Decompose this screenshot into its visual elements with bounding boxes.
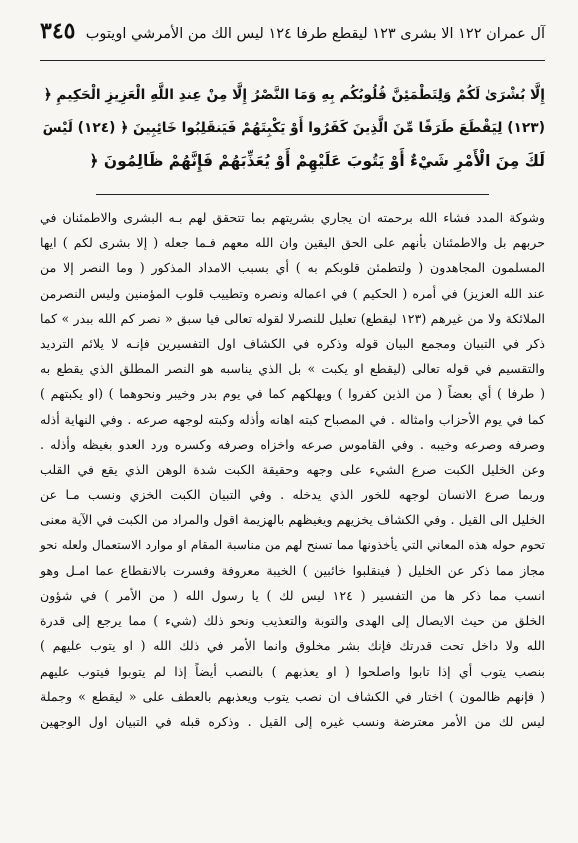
book-page [40,18,545,734]
commentary-line: والتقسيم في قوله تعالى (ليقطع او يكبت » بل الذي يناسبه هو النصر المطلق الذي يقطع به [40,361,545,377]
commentary-line: تحوم حوله هذه المعاني التي يأخذونها مما تسنح لهم من مناسبة المقام او موارد الاستعمال ولعله نحو [40,537,545,552]
verse-line: (١٢٣) لِيَقْطَعَ طَرَفًا مِّنَ الَّذِينَ كَفَرُوا أَوْ يَكْبِتَهُمْ فَيَنقَلِبُوا خَائِبِينَ ﴿ (١٢٤) لَيْسَ [42,120,545,136]
commentary-line: الملائكة ولا من غيرهم (١٢٣ ليقطع) تعليل للنصرلا لقوله تعالى فيا سبق « نصر كم الله ببدر » كما [40,310,545,326]
commentary-line: الخلق من حيث الايصال إلى الهدى والتوبة والتعذيب ونحو ذلك (شيء ) مما يرجع إلى قدرة [40,613,545,629]
commentary-line: كما في يوم الأحزاب وامثاله . في المصباح كبته اهانه وأذله وكبته لوجهه صرعه . وفي النهاية أذله [40,411,545,427]
commentary-line: المسلمون المجاهدون ( ولتطمئن قلوبكم به ) أي بسبب الامداد المذكور ( وما النصر إلا من [40,260,545,276]
commentary-line: وعن الخليل الكبت صرع الشيء على وجهه وحقيقة الكبت شدة الوهن الذي يقع في القلب [40,462,545,478]
commentary-line: وشوكة المدد فشاء الله برحمته ان يجاري بشريتهم بما تتحقق لهم بـه البشرى والاطمئنان في [40,210,545,225]
section-separator-rule [96,194,490,195]
commentary-line: ( فإنهم ظالمون ) اختار في الكشاف ان نصب يتوب ويعذبهم بالعطف على « ليقطع » وجملة [40,688,545,704]
verse-line: لَكَ مِنَ الْأَمْرِ شَيْءٌ أَوْ يَتُوبَ عَلَيْهِمْ أَوْ يُعَذِّبَهُمْ فَإِنَّهُمْ ظَالِمُونَ ﴿ [89,152,545,170]
commentary-line: ذكر في التبيان ومجمع البيان قوله وذكره في الكشاف اول التفسيرين فإنـه لا يلائم الترديد [40,336,545,352]
commentary-line: بنصب يتوب أي إذا تابوا واصلحوا ( او يعذبهم ) بالنصب أيضاً إذا لم يتوبوا فيتوب عليهم [40,663,545,679]
verse-line: إِلَّا بُشْرَىٰ لَكُمْ وَلِتَطْمَئِنَّ قُلُوبُكُم بِهِ وَمَا النَّصْرُ إِلَّا مِنْ عِندِ اللَّهِ الْعَزِيزِ الْحَكِيمِ ﴿ [43,87,545,103]
commentary-line: الخليل الى القيل . وفي الكشاف يخزيهم ويغيظهم بالهزيمة اقول والمراد من الكبت في الآية معنى [40,512,545,528]
page-number: ٣٤٥ [40,18,76,44]
commentary-line: وربما صرع الانسان لوجهه للخور الذي يدخله . وفي التبيان الكبت الخزي ونسب مـا عن [40,487,545,503]
commentary-line: وصرفه وصرعه وخيبه . وفي القاموس صرعه واخزاه وصرفه وكسره ورد العدو بغيظه وأذله . [40,436,545,452]
page-header [40,18,545,58]
commentary-line: انسب مما ذكر ها من التفسير ( ١٢٤ ليس لك ) يا رسول الله ( من الأمر ) في شؤون [40,588,545,604]
commentary-line: ليس لك من الأمر معترضة ونسب غيره إلى القيل . وذكره قبله في التبيان اول الوجهين [40,714,545,730]
quran-verse-block [40,61,545,178]
commentary-line: الله ولا داخل تحت قدرتك فإنك بشر مخلوق وانما الأمر في ذلك الله ( او يتوب عليهم ) [40,638,545,654]
commentary-line: ( طرفا ) أي بعضاً ( من الذين كفروا ) ويهلكهم كما في يوم بدر وخيبر ونحوهما ) (او يكبتهم ) [40,386,545,402]
commentary-text [40,205,545,734]
running-title: آل عمران ١٢٢ الا بشرى ١٢٣ ليقطع طرفا ١٢٤ ليس الك من الأمرشي اويتوب [85,26,545,42]
commentary-line: مجاز مما ذكر عن الخليل ( فينقلبوا خائبين ) الخيبة معروفة وفسرت بالانقطاع عما امـل وهو [40,562,545,578]
commentary-line: حربهم بل والاطمئنان بأنهم على الحق اليقين وان الله معهم فـما جعله ( إلا بشرى لكم ) ايها [40,235,545,251]
commentary-line: عند الله العزيز) في أمره ( الحكيم ) في اعماله ونصره وتطييب قلوب المؤمنين وليس النصرمن [40,285,545,301]
